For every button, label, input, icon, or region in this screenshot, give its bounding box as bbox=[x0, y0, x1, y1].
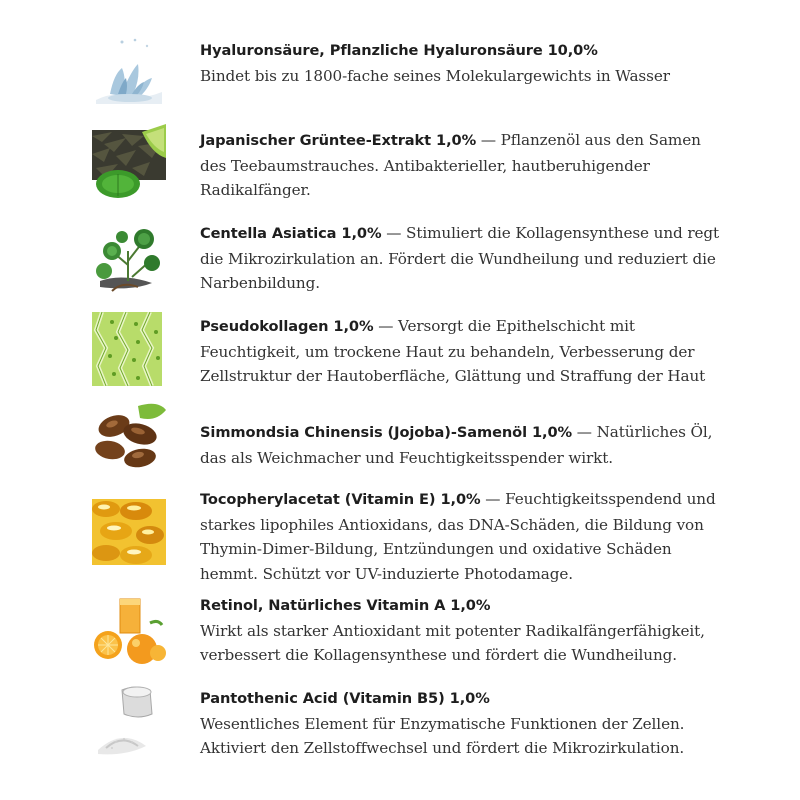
orange-juice-icon bbox=[92, 593, 166, 667]
ingredient-text bbox=[200, 38, 730, 88]
ingredient-text bbox=[200, 686, 730, 761]
green-tea-leaves-icon bbox=[92, 124, 166, 198]
ingredient-name: Pseudokollagen 1,0% bbox=[200, 318, 374, 335]
ingredient-description: Stimuliert die Kollagensynthese und regt die Mikrozirkulation an. Fördert die Wundheilung und reduziert die Narbenbildung. bbox=[200, 224, 720, 292]
ingredient-description: Bindet bis zu 1800-fache seines Molekulargewichts in Wasser bbox=[200, 66, 670, 85]
ingredient-separator: — bbox=[476, 131, 501, 149]
ingredient-description: Wesentliches Element für Enzymatische Funktionen der Zellen. Aktiviert den Zellstoffwechsel und fördert die Mikrozirkulation. bbox=[200, 714, 685, 757]
ingredient-name: Simmondsia Chinensis (Jojoba)-Samenöl 1,0% bbox=[200, 424, 573, 441]
ingredient-name: Japanischer Grüntee-Extrakt 1,0% bbox=[200, 132, 477, 149]
ingredient-description: Pflanzenöl aus den Samen des Teebaumstrauches. Antibakterieller, hautberuhigender Radikalfänger. bbox=[200, 131, 701, 199]
ingredient-text bbox=[200, 420, 730, 470]
jojoba-seeds-icon bbox=[92, 400, 166, 474]
ingredient-description: Natürliches Öl, das als Weichmacher und Feuchtigkeitsspender wirkt. bbox=[200, 423, 713, 467]
ingredient-description: Feuchtigkeitsspendend und starkes lipophiles Antioxidans, das DNA-Schäden, die Bildung von Thymin-Dimer-Bildung, Entzündungen und oxidative Schäden hemmt. Schützt vor UV-induzierte Photodamage. bbox=[200, 490, 716, 583]
ingredient-name: Hyaluronsäure, Pflanzliche Hyaluronsäure 10,0% bbox=[200, 42, 598, 59]
ingredient-separator: — bbox=[480, 490, 506, 508]
ingredient-description: Wirkt als starker Antioxidant mit potenter Radikalfängerfähigkeit, verbessert die Kollagensynthese und fördert die Wundheilung. bbox=[200, 621, 705, 664]
ingredient-separator: — bbox=[373, 317, 399, 335]
ingredient-name: Tocopherylacetat (Vitamin E) 1,0% bbox=[200, 491, 481, 508]
ingredient-name: Retinol, Natürliches Vitamin A 1,0% bbox=[200, 597, 491, 614]
ingredient-separator: — bbox=[381, 224, 407, 242]
centella-plant-icon bbox=[92, 221, 166, 295]
ingredient-name: Centella Asiatica 1,0% bbox=[200, 225, 382, 242]
vitamin-e-capsules-icon bbox=[92, 499, 166, 573]
ingredient-description: Versorgt die Epithelschicht mit Feuchtigkeit, um trockene Haut zu behandeln, Verbesserung der Zellstruktur der Hautoberfläche, Glättung und Straffung der Haut bbox=[200, 317, 706, 385]
ingredient-text bbox=[200, 487, 730, 586]
powder-jar-icon bbox=[92, 684, 166, 758]
water-splash-icon bbox=[92, 34, 166, 108]
plant-cells-icon bbox=[92, 312, 166, 386]
ingredient-text bbox=[200, 128, 730, 203]
ingredient-separator: — bbox=[572, 423, 597, 441]
ingredient-name: Pantothenic Acid (Vitamin B5) 1,0% bbox=[200, 690, 490, 707]
ingredient-text bbox=[200, 221, 730, 296]
ingredient-text bbox=[200, 593, 730, 668]
ingredient-text bbox=[200, 314, 730, 389]
